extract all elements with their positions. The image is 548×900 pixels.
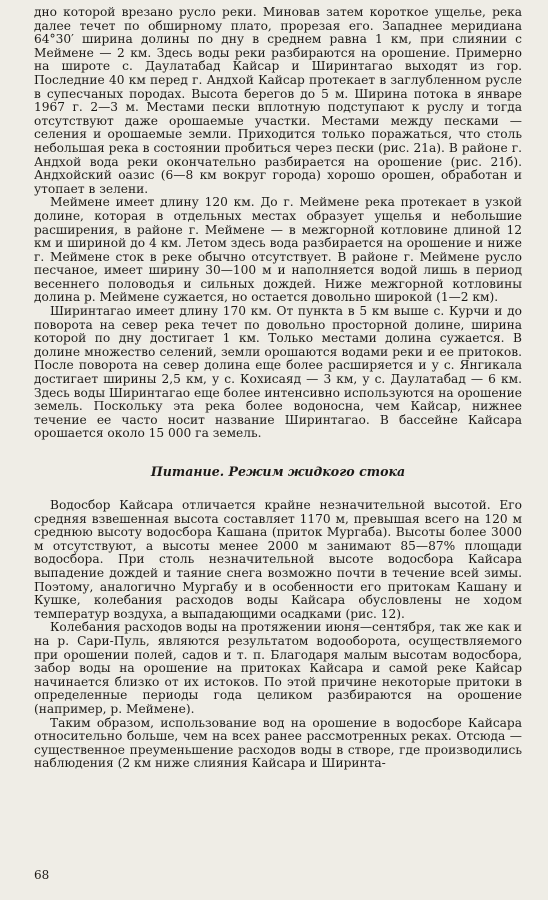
paragraph-irrigation: Таким образом, использование вод на орошение в водосборе Кайсара относительно больше, чем на всех ранее рассмотренных реках. Отсюда — существенное преуменьшение расходов воды в створе, где производились наблюдения (2 км ниже слияния Кайсара и Ширинта- xyxy=(34,715,522,771)
page-number: 68 xyxy=(34,868,50,882)
paragraph-watershed: Водосбор Кайсара отличается крайне незначительной высотой. Его средняя взвешенная высота составляет 1170 м, превышая всего на 120 м среднюю высоту водосбора Кашана (приток Мургаба). Высоты более 3000 м отсутствуют, а высоты менее 2000 м занимают 85—87% площади водосбора. При столь незначительной высоте водосбора Кайсара выпадение дождей и таяние снега возможно почти в течение всей зимы. Поэтому, аналогично Мургабу и в особенности его притокам Кашану и Кушке, колебания расходов воды Кайсара обусловлены не ходом температур воздуха, а выпадающими осадками (рис. 12). xyxy=(34,498,522,621)
paragraph-discharge: Колебания расходов воды на протяжении июня—сентября, так же как и на р. Сари-Пуль, являются результатом водооборота, осуществляемого при орошении полей, садов и т. п. Благодаря малым высотам водосбора, забор воды на орошение на притоках Кайсара и самой реке Кайсар начинается близко от их истоков. По этой причине некоторые притоки в определенные периоды года целиком разбираются на орошение (например, р. Меймене). xyxy=(34,620,522,716)
section-heading: Питание. Режим жидкого стока xyxy=(150,464,406,479)
paragraph-river-plateau: дно которой врезано русло реки. Миновав затем короткое ущелье, река далее течет по обширному плато, прорезая его. Западнее меридиана 64°30′ ширина долины по дну в среднем равна 1 км, при слиянии с Меймене — 2 км. Здесь воды реки разбираются на орошение. Примерно на широте с. Даулатабад Кайсар и Ширинтагао выходят из гор. Последние 40 км перед г. Андхой Кайсар протекает в заглубленном русле в супесчаных породах. Высота берегов до 5 м. Ширина потока в январе 1967 г. 2—3 м. Местами пески вплотную подступают к руслу и тогда отсутствуют даже орошаемые участки. Местами между песками — селения и орошаемые земли. Приходится только поражаться, что столь небольшая река в состоянии пробиться через пески (рис. 21а). В районе г. Андхой вода реки окончательно разбирается на орошение (рис. 21б). Андхойский оазис (6—8 км вокруг города) хорошо орошен, обработан и утопает в зелени. xyxy=(34,5,522,196)
paragraph-shirintagao: Ширинтагао имеет длину 170 км. От пункта в 5 км выше с. Курчи и до поворота на север река течет по довольно просторной долине, ширина которой по дну достигает 1 км. Только местами долина сужается. В долине множество селений, земли орошаются водами реки и ее притоков. После поворота на север долина еще более расширяется и у с. Янгикала достигает ширины 2,5 км, у с. Кохисаяд — 3 км, у с. Даулатабад — 6 км. Здесь воды Ширинтагао еще более интенсивно используются на орошение земель. Поскольку эта река более водоносна, чем Кайсар, нижнее течение ее часто носит название Ширинтагао. В бассейне Кайсара орошается около 15 000 га земель. xyxy=(34,304,522,441)
paragraph-meymene: Меймене имеет длину 120 км. До г. Меймене река протекает в узкой долине, которая в отдельных местах образует ущелья и небольшие расширения, в районе г. Меймене — в межгорной котловине длиной 12 км и шириной до 4 км. Летом здесь вода разбирается на орошение и ниже г. Меймене сток в реке обычно отсутствует. В районе г. Меймене русло песчаное, имеет ширину 30—100 м и наполняется водой лишь в период весеннего половодья и сильных дождей. Ниже межгорной котловины долина р. Меймене сужается, но остается довольно широкой (1—2 км). xyxy=(34,195,522,305)
